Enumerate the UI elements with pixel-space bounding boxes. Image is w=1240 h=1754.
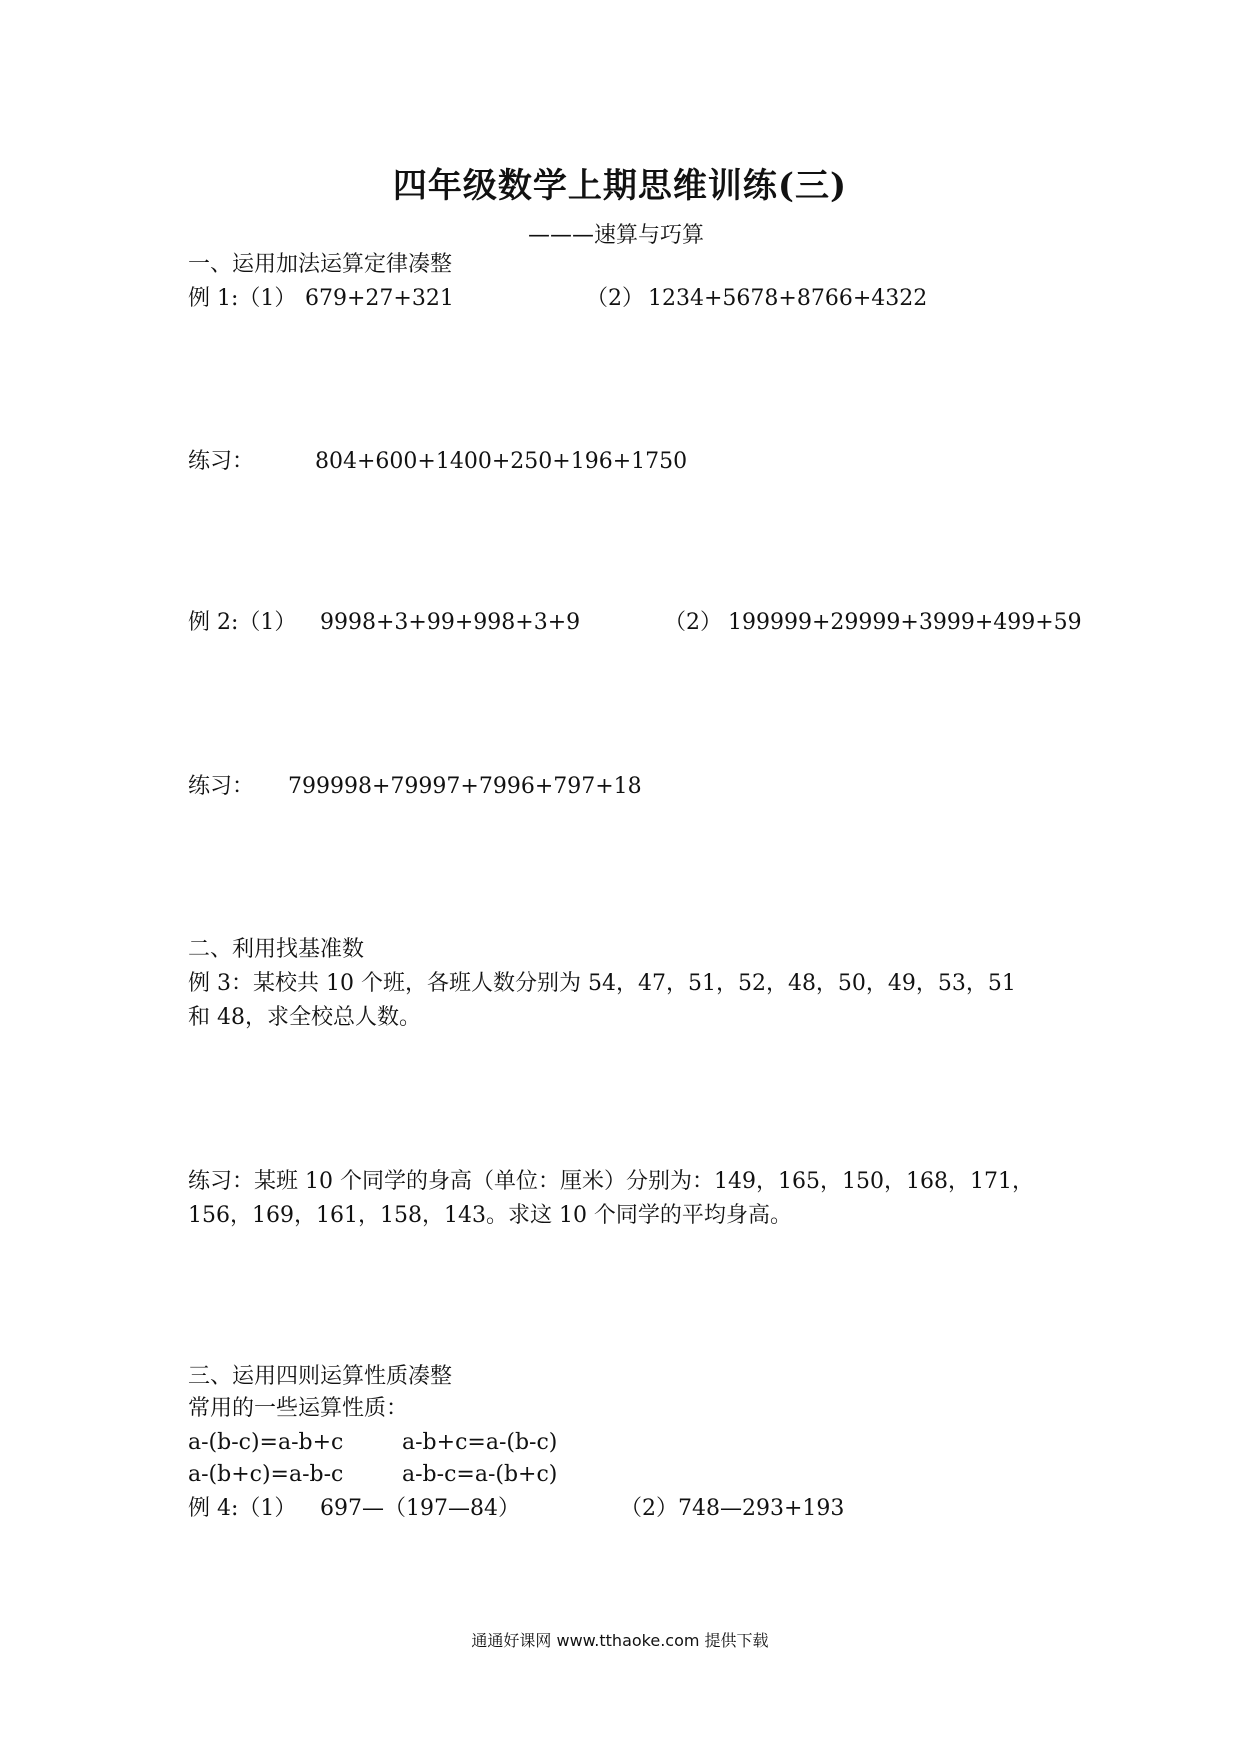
page-title: 四年级数学上期思维训练(三) [392, 166, 848, 206]
example2-expr1: 9998+3+99+998+3+9 [320, 610, 581, 635]
section3-intro: 常用的一些运算性质： [188, 1396, 409, 1421]
example4-expr2: （2）748—293+193 [620, 1496, 845, 1521]
page-subtitle: ———速算与巧算 [528, 223, 705, 248]
example1-expr1: 679+27+321 [305, 286, 454, 311]
practice1-label: 练习： [188, 449, 255, 474]
example3-line1: 例 3：某校共 10 个班，各班人数分别为 54，47，51，52，48，50，49，53，51 [188, 971, 1016, 996]
section1-heading: 一、运用加法运算定律凑整 [188, 252, 453, 277]
section3-heading: 三、运用四则运算性质凑整 [188, 1364, 453, 1389]
practice2-label: 练习： [188, 774, 255, 799]
practice3-line2: 156，169，161，158，143。求这 10 个同学的平均身高。 [188, 1203, 792, 1228]
example4-label: 例 4:（1） [188, 1496, 297, 1521]
example1-label2: （2） [586, 286, 644, 311]
rule2b: a-b-c=a-(b+c) [402, 1462, 558, 1487]
example1-expr2: 1234+5678+8766+4322 [648, 286, 928, 311]
rule2a: a-(b+c)=a-b-c [188, 1462, 344, 1487]
example2-label2: （2） [664, 610, 722, 635]
example2-label: 例 2:（1） [188, 610, 297, 635]
example4-expr1: 697—（197—84） [320, 1496, 520, 1521]
footer-source: 通通好课网 www.tthaoke.com 提供下载 [471, 1631, 769, 1650]
practice3-line1: 练习：某班 10 个同学的身高（单位：厘米）分别为：149，165，150，168，171， [188, 1169, 1034, 1194]
example2-expr2: 199999+29999+3999+499+59 [728, 610, 1082, 635]
practice2-expr: 799998+79997+7996+797+18 [288, 774, 642, 799]
rule1a: a-(b-c)=a-b+c [188, 1430, 344, 1455]
practice1-expr: 804+600+1400+250+196+1750 [315, 449, 688, 474]
example1-label: 例 1:（1） [188, 286, 297, 311]
rule1b: a-b+c=a-(b-c) [402, 1430, 558, 1455]
section2-heading: 二、利用找基准数 [188, 937, 365, 962]
example3-line2: 和 48，求全校总人数。 [188, 1005, 421, 1030]
